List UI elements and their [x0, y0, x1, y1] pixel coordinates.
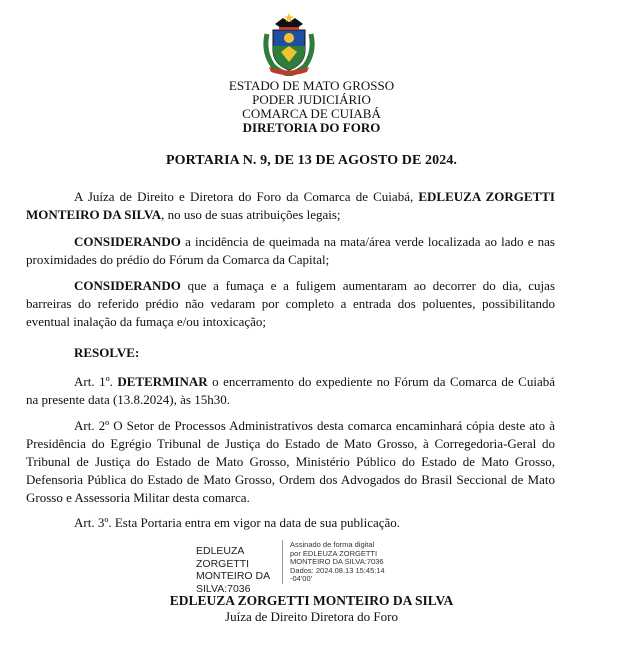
signature-name-line-3: SILVA:7036	[196, 582, 251, 595]
considerando-2-text: que a fumaça e a fuligem aumentaram ao decorrer do dia, cujas barreiras do referido prédio não vedaram por completo a entrada dos poluentes, possibilitando eventual inalação da fumaça e/ou intoxicação;	[26, 278, 555, 329]
signer-role: Juíza de Direito Diretora do Foro	[225, 609, 398, 624]
intro-pre: A Juíza de Direito e Diretora do Foro da Comarca de Cuiabá,	[74, 189, 419, 204]
signature-name-line-1: EDLEUZA ZORGETTI	[196, 545, 250, 570]
article-3-text: Art. 3º. Esta Portaria entra em vigor na data de sua publicação.	[74, 515, 401, 530]
signature-info-line-2: por EDLEUZA ZORGETTI	[290, 548, 378, 558]
article-2	[26, 417, 555, 507]
document-header	[0, 79, 623, 135]
considerando-2	[26, 277, 555, 331]
digital-signature-name	[196, 545, 286, 595]
article-1-pre: Art. 1º.	[74, 374, 118, 389]
signature-info-line-1: Assinado de forma digital	[290, 540, 375, 549]
signature-info-line-3: MONTEIRO DA SILVA:7036	[290, 557, 384, 567]
header-comarca: COMARCA DE CUIABÁ	[242, 106, 381, 121]
header-diretoria: DIRETORIA DO FORO	[242, 120, 381, 135]
signature-divider	[282, 540, 283, 584]
header-state: ESTADO DE MATO GROSSO	[228, 78, 395, 93]
digital-signature-info	[290, 541, 430, 584]
article-3	[26, 514, 555, 532]
header-power: PODER JUDICIÁRIO	[252, 92, 371, 107]
signature-info-line-4: Dados: 2024.08.13 15:45:14	[290, 565, 385, 575]
article-1-keyword: DETERMINAR	[117, 374, 208, 389]
considerando-1-text: a incidência de queimada na mata/área verde localizada ao lado e nas proximidades do prédio do Fórum da Comarca da Capital;	[26, 234, 555, 267]
intro-name: EDLEUZA ZORGETTI MONTEIRO DA SILVA	[26, 189, 555, 222]
considerando-2-keyword: CONSIDERANDO	[74, 278, 181, 293]
article-2-text: Art. 2º O Setor de Processos Administrativos desta comarca encaminhará cópia deste ato à Presidência do Egrégio Tribunal de Justiça do Estado de Mato Grosso, à Corregedoria-Geral do Tribunal de Justiça do Estado de Mato Grosso, Ministério Público do Estado de Mato Grosso, Defensoria Pública do Estado de Mato Grosso, Ordem dos Advogados do Brasil Seccional de Mato Grosso e Assessoria Militar desta comarca.	[26, 418, 555, 505]
article-1	[26, 373, 555, 409]
considerando-1-keyword: CONSIDERANDO	[74, 234, 181, 249]
state-coat-of-arms-icon	[259, 12, 319, 76]
signature-name-line-2: MONTEIRO DA	[196, 570, 271, 582]
intro-post: , no uso de suas atribuições legais;	[161, 207, 341, 222]
document-title: PORTARIA N. 9, DE 13 DE AGOSTO DE 2024.	[165, 153, 458, 168]
article-1-text: o encerramento do expediente no Fórum da Comarca de Cuiabá na presente data (13.8.2024), às 15h30.	[26, 374, 555, 407]
considerando-1	[26, 233, 555, 269]
resolve-heading: RESOLVE:	[74, 345, 140, 360]
intro-paragraph	[26, 188, 555, 224]
signature-info-line-5: -04'00'	[290, 574, 313, 584]
signer-name: EDLEUZA ZORGETTI MONTEIRO DA SILVA	[169, 593, 454, 608]
